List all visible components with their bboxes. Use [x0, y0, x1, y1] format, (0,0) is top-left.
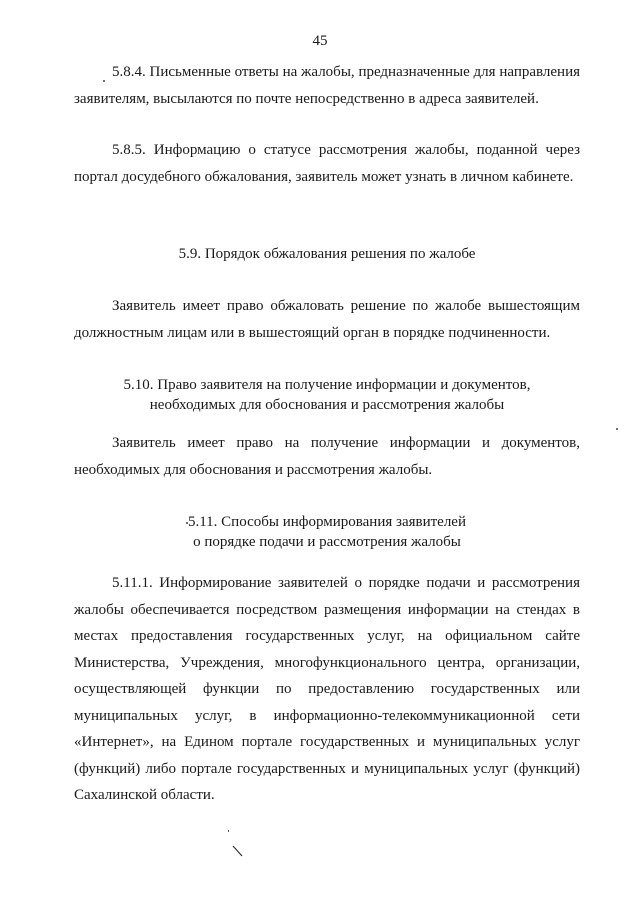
- heading-5-10-line1: 5.10. Право заявителя на получение информации и документов,: [123, 377, 531, 393]
- scan-speck: [186, 522, 188, 524]
- scan-speck: [103, 80, 105, 82]
- heading-5-10-line2: необходимых для обоснования и рассмотрения жалобы: [149, 397, 505, 413]
- scan-mark-icon: [232, 845, 244, 857]
- paragraph-5-11-1: 5.11.1. Информирование заявителей о порядке подачи и рассмотрения жалобы обеспечивается посредством размещения информации на стендах в местах предоставления государственных услуг, на официальном сайте Министерства, Учреждения, многофункционального центра, организации, осуществляющей функции по предоставлению государственных или муниципальных услуг, в информационно-телекоммуникационной сети «Интернет», на Едином портале государственных и муниципальных услуг (функций) либо портале государственных и муниципальных услуг (функций) Сахалинской области.: [74, 575, 580, 803]
- paragraph-5-9: Заявитель имеет право обжаловать решение по жалобе вышестоящим должностным лицам или в вышестоящий орган в порядке подчиненности.: [74, 298, 580, 341]
- page-number: 45: [312, 33, 328, 49]
- scan-speck: [616, 428, 618, 430]
- paragraph-5-10: Заявитель имеет право на получение информации и документов, необходимых для обоснования и рассмотрения жалобы.: [74, 435, 580, 478]
- heading-5-9: [74, 244, 580, 264]
- heading-5-11-line2: о порядке подачи и рассмотрения жалобы: [193, 534, 461, 550]
- heading-5-11: [74, 512, 580, 552]
- paragraph-5-8-5: 5.8.5. Информацию о статусе рассмотрения жалобы, поданной через портал досудебного обжалования, заявитель может узнать в личном кабинете.: [74, 142, 580, 185]
- scan-speck: [228, 830, 229, 832]
- heading-5-10: [74, 375, 580, 415]
- heading-5-9-text: 5.9. Порядок обжалования решения по жалобе: [178, 246, 476, 262]
- paragraph-5-8-4: 5.8.4. Письменные ответы на жалобы, предназначенные для направления заявителям, высылаются по почте непосредственно в адреса заявителей.: [74, 64, 580, 107]
- heading-5-11-line1: 5.11. Способы информирования заявителей: [187, 514, 466, 530]
